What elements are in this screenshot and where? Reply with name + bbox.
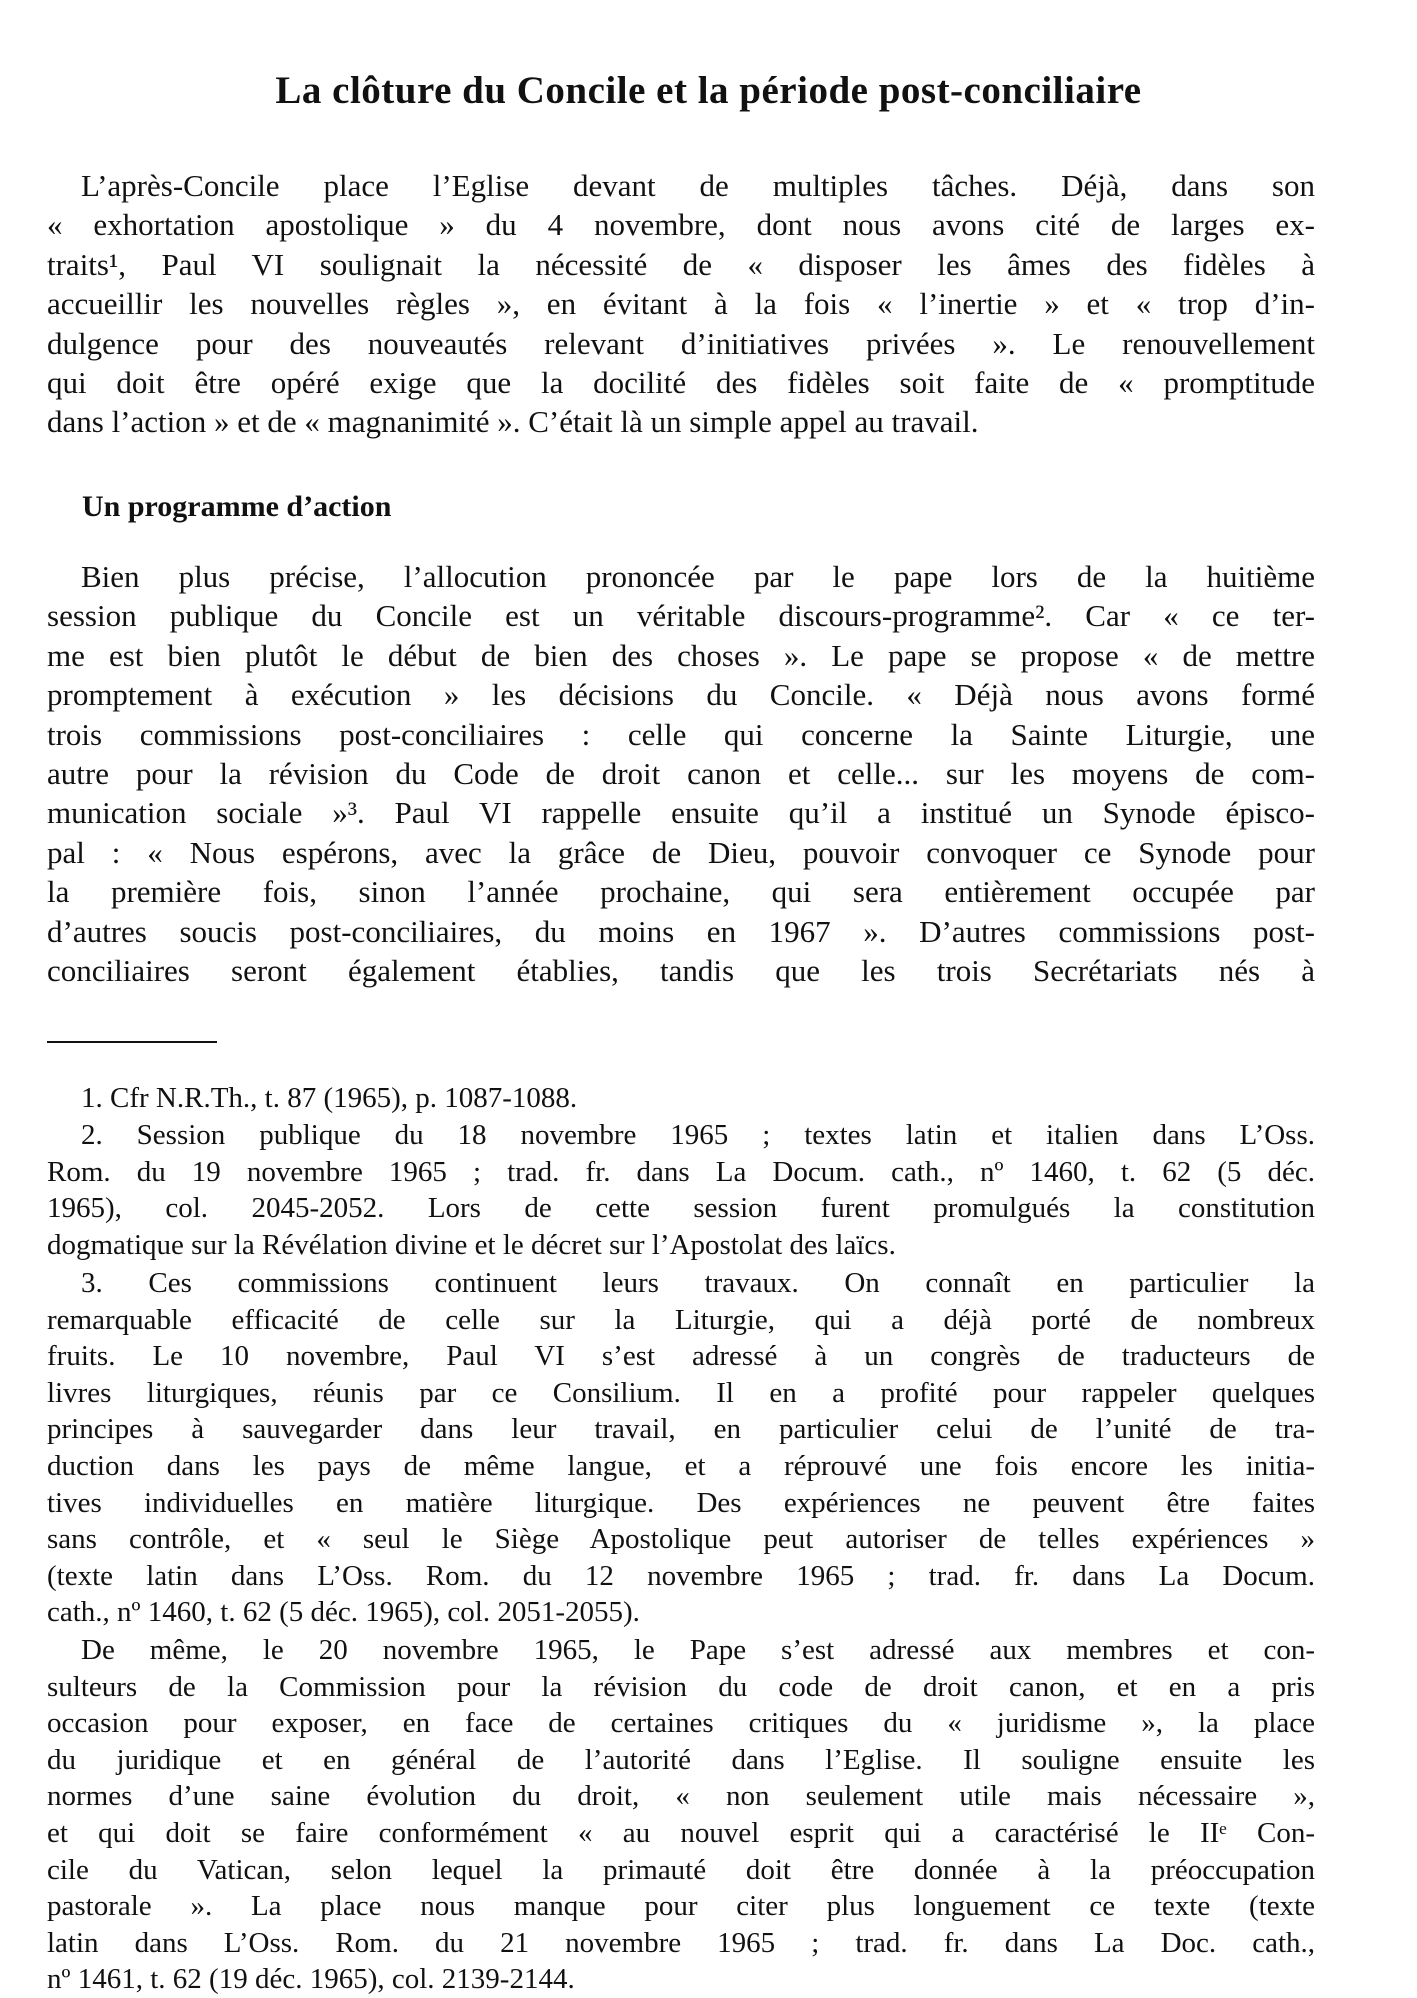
footnote-line: cile du Vatican, selon lequel la primauté doit être donnée à la préoccupation [47,1853,1315,1886]
footnote-line: pastorale ». La place nous manque pour citer plus longuement ce texte (texte [47,1890,1315,1923]
footnote-line: livres liturgiques, réunis par ce Consilium. Il en a profité pour rappeler quelques [47,1376,1315,1409]
text-line: traits¹, Paul VI soulignait la nécessité de « disposer les âmes des fidèles à [47,246,1315,282]
footnote-line: 2. Session publique du 18 novembre 1965 ; textes latin et italien dans L’Oss. [81,1119,1315,1151]
text-line: promptement à exécution » les décisions du Concile. « Déjà nous avons formé [47,677,1315,713]
text-line: munication sociale »³. Paul VI rappelle ensuite qu’il a institué un Synode épisco- [47,795,1315,831]
footnote-line: sans contrôle, et « seul le Siège Apostolique peut autoriser de telles expériences » [47,1523,1315,1556]
text-line: dans l’action » et de « magnanimité ». C’était là un simple appel au travail. [47,404,979,440]
footnote-line: 1965), col. 2045-2052. Lors de cette session furent promulgués la constitution [47,1192,1315,1225]
footnote-line: remarquable efficacité de celle sur la Liturgie, qui a déjà porté de nombreux [47,1303,1315,1336]
paragraph-programme [47,557,1315,990]
footnote-1 [47,1080,1315,1117]
text-line: me est bien plutôt le début de bien des choses ». Le pape se propose « de mettre [47,637,1315,673]
footnote-line: fruits. Le 10 novembre, Paul VI s’est adressé à un congrès de traducteurs de [47,1340,1315,1373]
footnote-line: dogmatique sur la Révélation divine et le décret sur l’Apostolat des laïcs. [47,1228,896,1261]
footnote-line: nº 1461, t. 62 (19 déc. 1965), col. 2139-2144. [47,1963,575,1996]
footnote-divider [47,1041,217,1043]
page-title: La clôture du Concile et la période post-conciliaire [275,69,1142,112]
text-line: « exhortation apostolique » du 4 novembre, dont nous avons cité de larges ex- [47,207,1315,243]
footnote-3 [47,1265,1315,1631]
footnote-line: normes d’une saine évolution du droit, « non seulement utile mais nécessaire », [47,1780,1315,1813]
footnote-line: occasion pour exposer, en face de certaines critiques du « juridisme », la place [47,1707,1315,1740]
text-line: autre pour la révision du Code de droit canon et celle... sur les moyens de com- [47,756,1315,792]
footnote-line: du juridique et en général de l’autorité dans l’Eglise. Il souligne ensuite les [47,1743,1315,1776]
footnote-3-continued [47,1632,1315,1998]
footnote-2 [47,1117,1315,1263]
section-heading: Un programme d’action [82,490,392,523]
text-line: la première fois, sinon l’année prochaine, qui sera entièrement occupée par [47,874,1315,910]
footnote-line: 3. Ces commissions continuent leurs travaux. On connaît en particulier la [81,1267,1315,1299]
footnote-line: De même, le 20 novembre 1965, le Pape s’est adressé aux membres et con- [81,1634,1315,1666]
text-line: session publique du Concile est un véritable discours-programme². Car « ce ter- [47,598,1315,634]
footnote-line: et qui doit se faire conformément « au nouvel esprit qui a caractérisé le IIᵉ Con- [47,1816,1315,1849]
text-line: accueillir les nouvelles règles », en évitant à la fois « l’inertie » et « trop d’in- [47,286,1315,322]
text-line: conciliaires seront également établies, tandis que les trois Secrétariats nés à [47,953,1315,989]
footnote-line: (texte latin dans L’Oss. Rom. du 12 novembre 1965 ; trad. fr. dans La Docum. [47,1559,1315,1592]
footnote-line: tives individuelles en matière liturgique. Des expériences ne peuvent être faites [47,1486,1315,1519]
text-line: Bien plus précise, l’allocution prononcée par le pape lors de la huitième [81,559,1315,594]
text-line: dulgence pour des nouveautés relevant d’initiatives privées ». Le renouvellement [47,325,1315,361]
footnote-line: cath., nº 1460, t. 62 (5 déc. 1965), col. 2051-2055). [47,1596,640,1629]
footnote-line: 1. Cfr N.R.Th., t. 87 (1965), p. 1087-1088. [81,1082,578,1114]
footnote-line: duction dans les pays de même langue, et a réprouvé une fois encore les initia- [47,1449,1315,1482]
footnote-line: principes à sauvegarder dans leur travail, en particulier celui de l’unité de tra- [47,1413,1315,1446]
footnote-line: latin dans L’Oss. Rom. du 21 novembre 1965 ; trad. fr. dans La Doc. cath., [47,1926,1315,1959]
paragraph-intro [47,166,1315,442]
footnote-line: sulteurs de la Commission pour la révision du code de droit canon, et en a pris [47,1670,1315,1703]
text-line: trois commissions post-conciliaires : celle qui concerne la Sainte Liturgie, une [47,716,1315,752]
text-line: L’après-Concile place l’Eglise devant de multiples tâches. Déjà, dans son [81,168,1315,203]
text-line: qui doit être opéré exige que la docilité des fidèles soit faite de « promptitude [47,365,1315,401]
text-line: d’autres soucis post-conciliaires, du moins en 1967 ». D’autres commissions post- [47,913,1315,949]
footnote-line: Rom. du 19 novembre 1965 ; trad. fr. dans La Docum. cath., nº 1460, t. 62 (5 déc. [47,1155,1315,1188]
text-line: pal : « Nous espérons, avec la grâce de Dieu, pouvoir convoquer ce Synode pour [47,834,1315,870]
